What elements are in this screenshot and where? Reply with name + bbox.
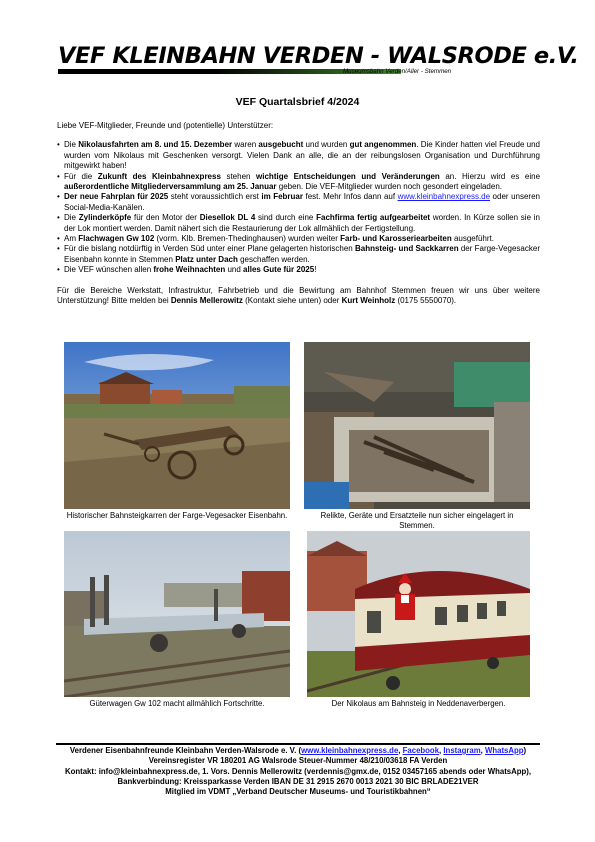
caption-photo-3: Güterwagen Gw 102 macht allmählich Fortschritte. <box>89 699 265 708</box>
bold-text: alles Gute für 2025 <box>243 265 315 275</box>
caption-photo-2: Relikte, Geräte und Ersatzteile nun sicher eingelagert in Stemmen. <box>320 511 514 530</box>
document-title: VEF Quartalsbrief 4/2024 <box>235 96 360 108</box>
text-run: worden. In Kürze sollen sie in der Lok montiert werden. Damit nähert sich die Restaurierung der Lok allmählich der Fertigstellung. <box>64 213 541 233</box>
text-run: waren <box>232 140 259 150</box>
footer <box>56 746 540 797</box>
photo-santa-platform <box>307 531 530 697</box>
text-run: (Kontakt siehe unten) oder <box>242 296 342 306</box>
bold-text: Nikolausfahrten am 8. und 15. Dezember <box>78 140 233 150</box>
bold-text: Dennis Mellerowitz <box>170 296 243 306</box>
caption-photo-1: Historischer Bahnsteigkarren der Farge-Vegesacker Eisenbahn. <box>66 511 288 520</box>
text-run: Die <box>64 213 79 223</box>
text-run: Für die <box>64 171 98 181</box>
text-run: sind durch eine <box>255 213 317 223</box>
bold-text: frohe Weihnachten <box>153 265 226 275</box>
bold-text: Fachfirma fertig aufgearbeitet <box>316 213 431 223</box>
bold-text: Platz unter Dach <box>175 254 238 264</box>
text-run: Am <box>64 234 79 244</box>
list-item <box>57 192 540 213</box>
list-item <box>57 265 540 275</box>
bold-text: wichtige Entscheidungen und Veränderungen <box>256 171 440 181</box>
caption-photo-4: Der Nikolaus am Bahnsteig in Neddenaverbergen. <box>331 699 506 708</box>
photo-freight-wagon <box>64 531 290 697</box>
text-run: geben. Die VEF-Mitglieder wurden noch gesondert eingeladen. <box>276 182 502 192</box>
text-run: oder unseren Social-Media-Kanälen. <box>64 192 540 212</box>
greeting: Liebe VEF-Mitglieder, Freunde und (potentielle) Unterstützer: <box>57 121 274 130</box>
text-run: ausgeführt. <box>451 234 494 244</box>
bold-text: Der neue Fahrplan für 2025 <box>64 192 169 202</box>
text-run: . Die Kinder hatten viel Freude und wurden vom Nikolaus mit Geschenken versorgt. Vielen Dank an alle, die an der reibungslosen Organisation und Durchführung mitgewirkt haben! <box>64 140 540 171</box>
website-link[interactable]: www.kleinbahnexpress.de <box>301 746 399 755</box>
footer-membership: Mitglied im VDMT „Verband Deutscher Museums- und Touristikbahnen“ <box>165 787 431 797</box>
bold-text: Flachwagen Gw 102 <box>78 234 155 244</box>
text-run: fest. Mehr Infos dann auf <box>302 192 398 202</box>
facebook-link[interactable]: Facebook <box>402 746 440 755</box>
instagram-link[interactable]: Instagram <box>443 746 481 755</box>
text-run: für den Motor der <box>131 213 200 223</box>
photo-platform-cart <box>64 342 290 509</box>
bold-text: Diesellok DL 4 <box>199 213 256 223</box>
bold-text: ausgebucht <box>258 140 304 150</box>
bold-text: Zukunft des Kleinbahnexpress <box>97 171 221 181</box>
letterhead <box>58 42 579 82</box>
text-run: Die <box>64 140 79 150</box>
text-run: (vorm. Klb. Bremen-Thedinghausen) wurden weiter <box>154 234 341 244</box>
bold-text: gut angenommen <box>349 140 417 150</box>
bold-text: Zylinderköpfe <box>78 213 132 223</box>
text-run: und wurden <box>303 140 350 150</box>
whatsapp-link[interactable]: WhatsApp <box>485 746 524 755</box>
closing-paragraph <box>57 286 540 307</box>
footer-divider <box>56 743 540 745</box>
text-run: ! <box>314 265 317 275</box>
text-run: an. Hierzu wird es eine <box>439 171 541 181</box>
text-run: stehen <box>220 171 257 181</box>
bold-text: Kurt Weinholz <box>341 296 396 306</box>
footer-contact: Kontakt: info@kleinbahnexpress.de, 1. Vors. Dennis Mellerowitz (verdennis@gmx.de, 0152 03457165 abends oder WhatsApp), Bankverbindung: Kreissparkasse Verden IBAN DE 31 2915 2670 0013 2021 30 BIC BRLADE21VER <box>64 766 532 786</box>
text-run: und <box>225 265 244 275</box>
club-title: VEF KLEINBAHN VERDEN - WALSRODE e.V. <box>58 43 579 69</box>
list-item <box>57 244 540 265</box>
photo-stored-relics <box>304 342 530 509</box>
list-item <box>57 140 540 171</box>
bold-text: außerordentliche Mitgliederversammlung am 25. Januar <box>64 182 277 192</box>
bold-text: im Februar <box>261 192 303 202</box>
list-item <box>57 213 540 234</box>
text-run: der Farge-Vegesacker Eisenbahn konnte in Stemmen <box>64 244 540 264</box>
text-run: Für die Bereiche Werkstatt, Infrastruktur, Fahrbetrieb und die Bewirtung am Bahnhof Stemmen freuen wir uns über weitere Unterstützung! Bitte melden bei <box>57 285 540 306</box>
bold-text: Farb- und Karosseriearbeiten <box>340 234 452 244</box>
text-run: Die VEF wünschen allen <box>64 265 154 275</box>
bold-text: Bahnsteig- und Sackkarren <box>354 244 459 254</box>
list-item <box>57 172 540 193</box>
text-run: Für die bislang notdürftig in Verden Süd unter einer Plane gelagerten historischen <box>64 244 355 254</box>
text-run: steht voraussichtlich erst <box>168 192 262 202</box>
club-subtitle: Museumsbahn Verden/Aller - Stemmen <box>343 68 452 75</box>
text-run: (0175 5550070). <box>395 296 457 306</box>
list-item <box>57 234 540 244</box>
text-run: geschaffen werden. <box>237 254 310 264</box>
news-list <box>57 140 540 275</box>
website-link[interactable]: www.kleinbahnexpress.de <box>397 192 491 202</box>
footer-line-1: Verdener Eisenbahnfreunde Kleinbahn Verden-Walsrode e. V. (www.kleinbahnexpress.de, Facebook, Instagram, WhatsApp) Vereinsregister VR 180201 AG Walsrode Steuer-Nummer 48/210/03618 FA Verden <box>69 746 527 766</box>
letter-body <box>57 121 540 307</box>
